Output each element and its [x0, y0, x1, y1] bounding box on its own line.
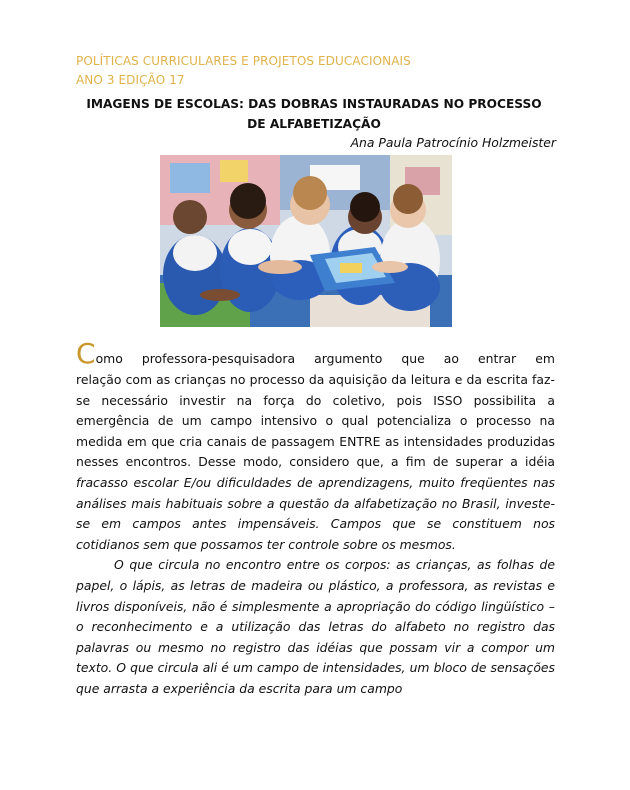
article-title-line-2: DE ALFABETIZAÇÃO	[247, 117, 381, 131]
first-line-word: professora-pesquisadora	[141, 351, 296, 367]
article-body	[76, 334, 555, 700]
drop-cap: C	[76, 337, 96, 371]
paragraph-1-body	[76, 370, 555, 555]
first-word	[76, 337, 123, 371]
paragraph-1-italic-text: fracasso escolar E/ou dificuldades de aprendizagens, muito freqüentes nas análises mais habituais sobre a questão da alfabetização no Brasil, investe-se em campos antes impensáveis. Campos que se constituem nos cotidianos sem que possamos ter controle sobre os mesmos.	[76, 474, 555, 552]
article-title-line-1: IMAGENS DE ESCOLAS: DAS DOBRAS INSTAURADAS NO PROCESSO	[86, 97, 542, 111]
first-line-word: argumento	[314, 351, 383, 367]
journal-issue: ANO 3 EDIÇÃO 17	[76, 73, 185, 87]
article-author: Ana Paula Patrocínio Holzmeister	[350, 135, 556, 150]
article-title	[60, 94, 568, 134]
paragraph-1-first-line	[76, 334, 555, 370]
paragraph-1-text: relação com as crianças no processo da aquisição da leitura e da escrita faz-se necessário investir na força do coletivo, pois ISSO possibilita a emergência de um campo intensivo o qual potencializa o processo na medida em que cria canais de passagem ENTRE as intensidades produzidas nesses encontros. Desse modo, considero que, a fim de superar a idéia	[76, 372, 555, 470]
paragraph-2: O que circula no encontro entre os corpos: as crianças, as folhas de papel, o lápis, as letras de madeira ou plástico, a professora, as revistas e livros disponíveis, não é simplesmente a apropriação do código lingüístico – o reconhecimento e a utilização das letras do alfabeto no registro das palavras ou mesmo no registro das idéias que possam vir a compor um texto. O que circula ali é um campo de intensidades, um bloco de sensações que arrasta a experiência da escrita para um campo	[76, 557, 555, 696]
first-line-word: omo	[95, 351, 123, 367]
first-line-word: ao	[443, 351, 459, 367]
children-reading-photo	[160, 155, 452, 327]
first-line-word: em	[535, 351, 555, 367]
first-line-word: que	[401, 351, 425, 367]
journal-name: POLÍTICAS CURRICULARES E PROJETOS EDUCACIONAIS	[76, 54, 411, 68]
paragraph-1	[76, 334, 555, 555]
first-line-word: entrar	[478, 351, 517, 367]
